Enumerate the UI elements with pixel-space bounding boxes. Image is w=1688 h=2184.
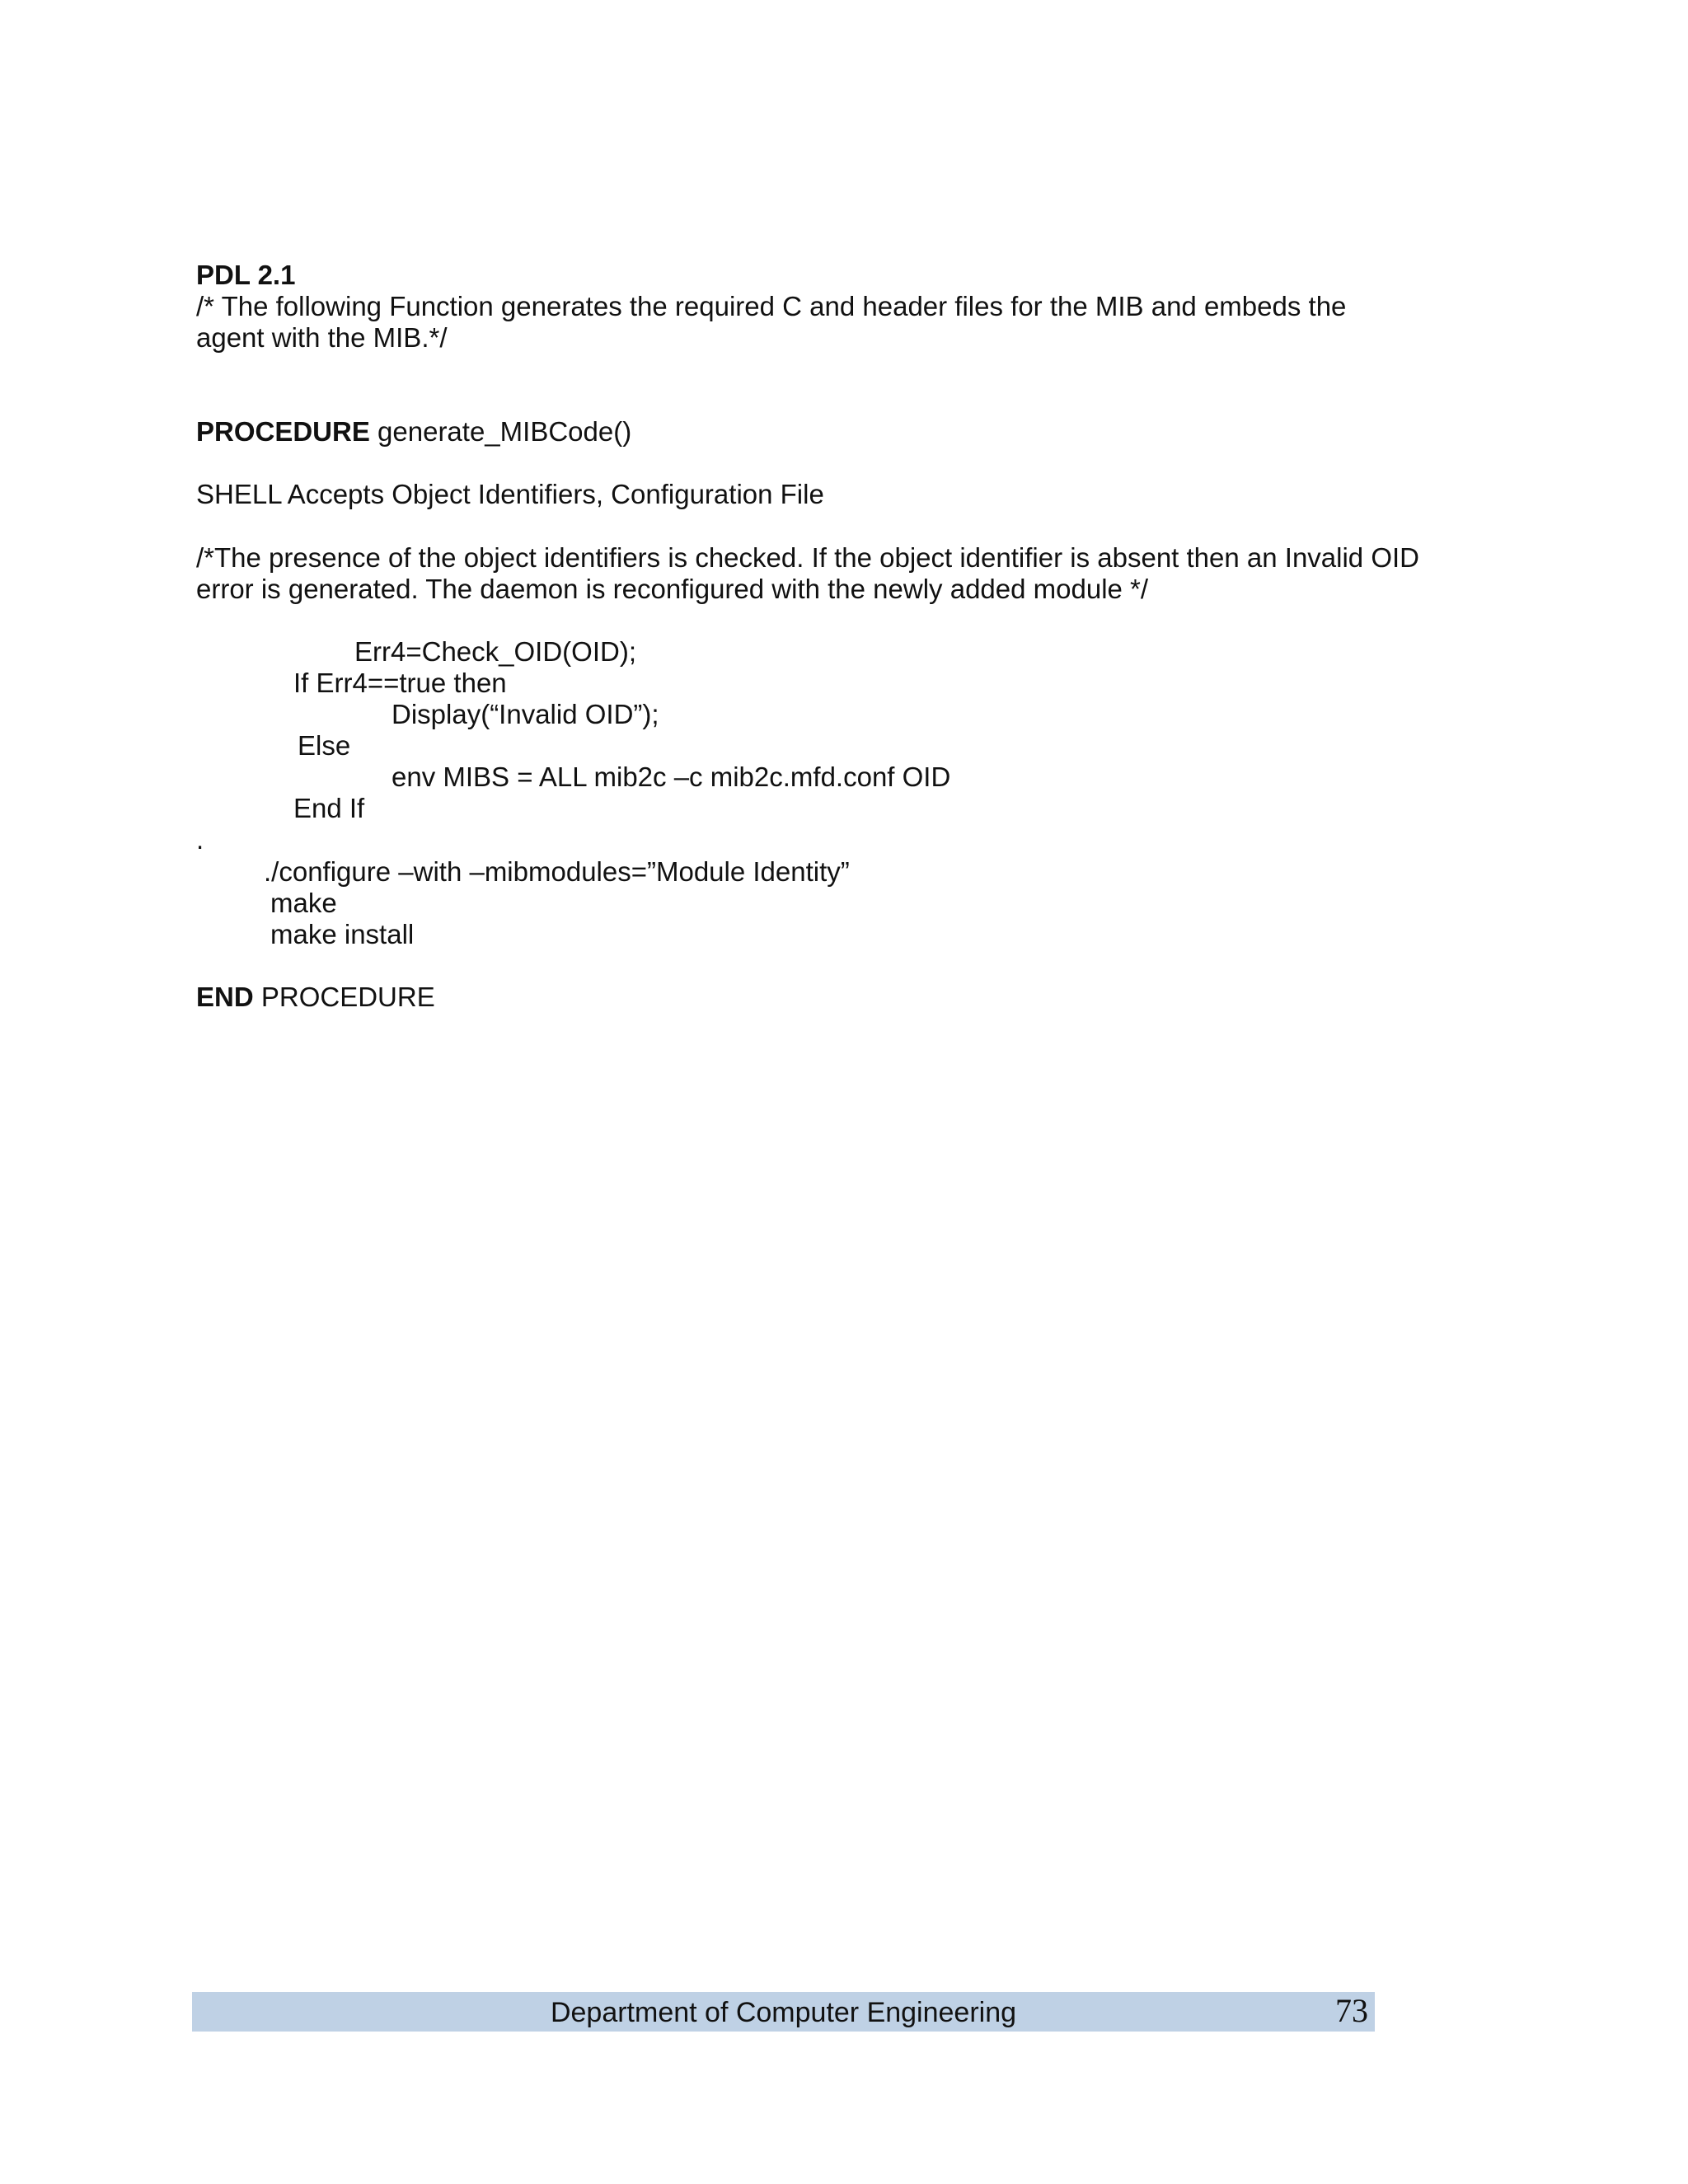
code-line-else: Else bbox=[298, 730, 351, 761]
page-number: 73 bbox=[1335, 1992, 1368, 2029]
procedure-keyword: PROCEDURE bbox=[196, 416, 370, 447]
end-keyword: END bbox=[196, 982, 254, 1012]
code-line-end-if: End If bbox=[293, 793, 365, 823]
check-comment-line-1: /*The presence of the object identifiers is checked. If the object identifier is absent then an Invalid OID bbox=[196, 542, 1420, 573]
code-line-if: If Err4==true then bbox=[293, 668, 507, 698]
procedure-declaration bbox=[196, 416, 631, 448]
end-procedure bbox=[196, 982, 435, 1013]
code-line-make-install: make install bbox=[270, 919, 415, 949]
code-line-check-oid: Err4=Check_OID(OID); bbox=[354, 636, 636, 667]
intro-comment-line-2: agent with the MIB.*/ bbox=[196, 322, 448, 353]
code-line-display: Display(“Invalid OID”); bbox=[392, 699, 659, 729]
code-line-env-mibs: env MIBS = ALL mib2c –c mib2c.mfd.conf OID bbox=[392, 762, 951, 792]
shell-line: SHELL Accepts Object Identifiers, Configuration File bbox=[196, 479, 824, 509]
check-comment-line-2: error is generated. The daemon is reconfigured with the newly added module */ bbox=[196, 574, 1149, 604]
code-line-make: make bbox=[270, 888, 337, 918]
code-line-dot: . bbox=[196, 824, 204, 855]
code-line-configure: ./configure –with –mibmodules=”Module Identity” bbox=[264, 856, 850, 887]
section-heading: PDL 2.1 bbox=[196, 260, 296, 290]
procedure-name: generate_MIBCode() bbox=[369, 416, 632, 447]
page-footer bbox=[192, 1992, 1375, 2032]
footer-department: Department of Computer Engineering bbox=[550, 1997, 1017, 2028]
end-procedure-rest: PROCEDURE bbox=[253, 982, 435, 1012]
intro-comment-line-1: /* The following Function generates the required C and header files for the MIB and embeds the bbox=[196, 291, 1347, 321]
